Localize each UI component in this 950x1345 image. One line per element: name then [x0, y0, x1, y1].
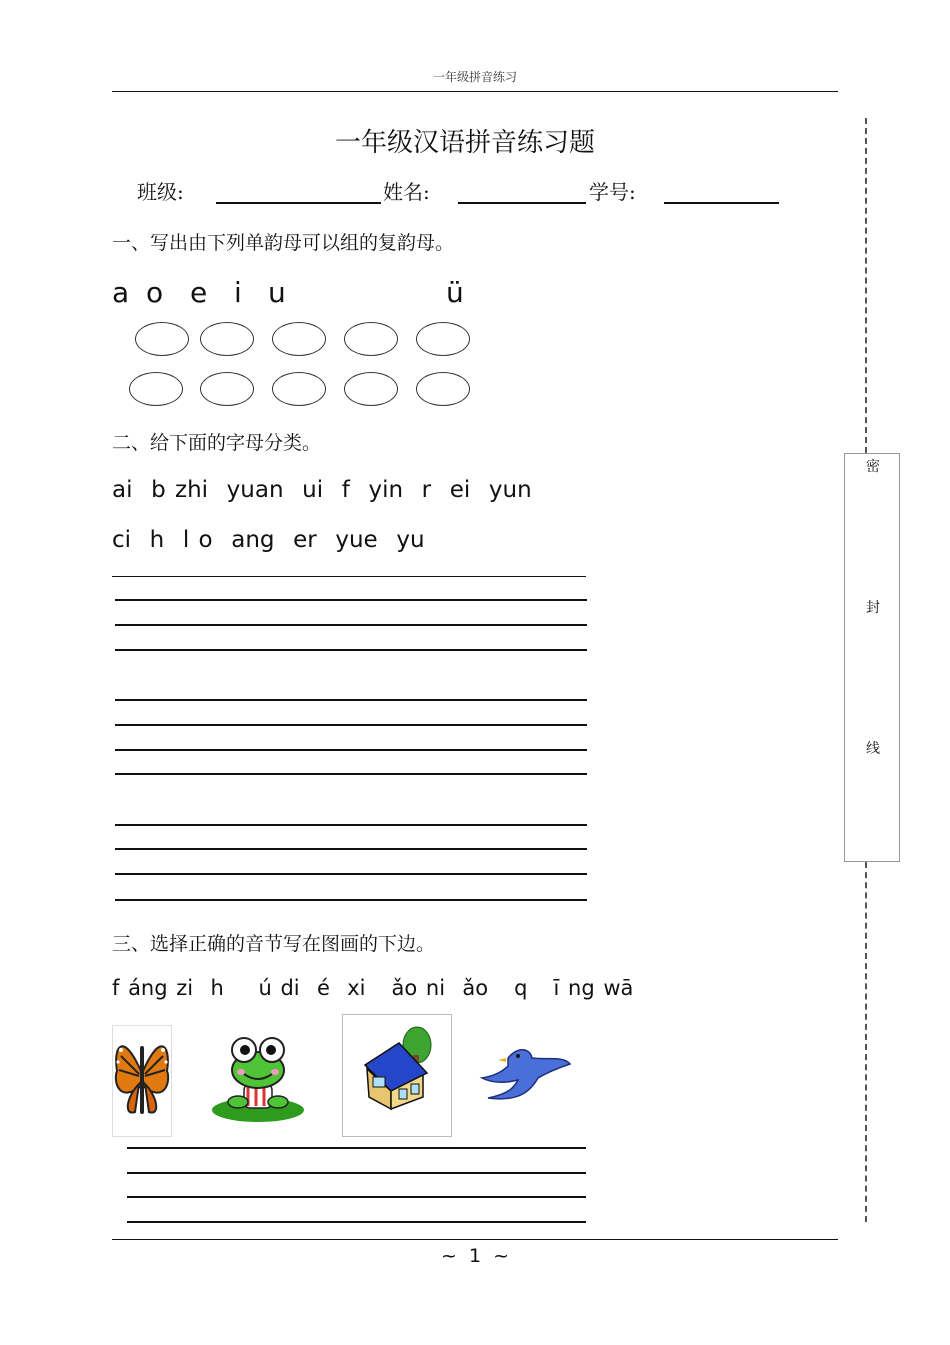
student-number-label: 学号:	[589, 180, 636, 204]
answer-oval[interactable]	[135, 322, 189, 356]
writing-line[interactable]	[115, 649, 587, 651]
vowel-u: u	[268, 276, 286, 309]
seal-dashed-line	[865, 118, 867, 453]
bird-picture	[478, 1042, 574, 1108]
footer-rule	[112, 1239, 838, 1240]
butterfly-picture	[112, 1025, 172, 1137]
answer-oval[interactable]	[344, 372, 398, 406]
answer-oval[interactable]	[416, 372, 470, 406]
page-header-text: 一年级拼音练习	[432, 70, 517, 84]
answer-oval[interactable]	[344, 322, 398, 356]
writing-line[interactable]	[115, 848, 587, 850]
class-label: 班级:	[137, 180, 184, 204]
vowel-e: e	[190, 276, 208, 309]
seal-char-mi: 密	[866, 459, 880, 475]
answer-line[interactable]	[127, 1147, 586, 1149]
vowel-i: i	[234, 276, 242, 309]
house-picture	[342, 1014, 452, 1137]
butterfly-icon	[113, 1026, 171, 1136]
vowel-a: a	[112, 276, 130, 309]
seal-dashed-line	[865, 862, 867, 1222]
class-field[interactable]	[216, 202, 381, 204]
writing-line[interactable]	[115, 749, 587, 751]
bird-icon	[478, 1042, 574, 1108]
vowel-u-umlaut: ü	[446, 276, 464, 309]
worksheet-title: 一年级汉语拼音练习题	[334, 128, 595, 158]
answer-line[interactable]	[127, 1172, 586, 1174]
answer-oval[interactable]	[200, 322, 254, 356]
answer-line[interactable]	[127, 1221, 586, 1223]
seal-char-xian: 线	[866, 741, 880, 757]
writing-line[interactable]	[115, 873, 587, 875]
answer-oval[interactable]	[416, 322, 470, 356]
writing-line[interactable]	[115, 724, 587, 726]
writing-line[interactable]	[115, 599, 587, 601]
answer-oval[interactable]	[200, 372, 254, 406]
writing-line[interactable]	[115, 824, 587, 826]
vowel-o: o	[146, 276, 164, 309]
seal-box	[844, 453, 900, 862]
frog-picture	[208, 1028, 308, 1124]
answer-oval[interactable]	[129, 372, 183, 406]
answer-line[interactable]	[127, 1196, 586, 1198]
letters-line-2: ci h l o ang er yue yu	[112, 527, 425, 553]
section3-heading: 三、选择正确的音节写在图画的下边。	[112, 933, 436, 955]
section1-heading: 一、写出由下列单韵母可以组的复韵母。	[112, 232, 455, 254]
answer-oval[interactable]	[272, 372, 326, 406]
name-label: 姓名:	[383, 180, 430, 204]
name-field[interactable]	[458, 202, 586, 204]
seal-char-feng: 封	[866, 600, 880, 616]
writing-line[interactable]	[115, 899, 587, 901]
answer-oval[interactable]	[272, 322, 326, 356]
writing-line[interactable]	[115, 624, 587, 626]
house-icon	[343, 1015, 451, 1136]
page-number: ~ 1 ~	[440, 1245, 510, 1267]
frog-icon	[208, 1028, 308, 1124]
syllables-line: f áng zi h ú di é xi ǎo ni ǎo q ī ng wā	[112, 976, 634, 1000]
writing-line[interactable]	[112, 576, 586, 577]
writing-line[interactable]	[115, 699, 587, 701]
header-rule	[112, 91, 838, 92]
student-number-field[interactable]	[664, 202, 779, 204]
section2-heading: 二、给下面的字母分类。	[112, 432, 322, 454]
writing-line[interactable]	[115, 773, 587, 775]
letters-line-1: ai b zhi yuan ui f yin r ei yun	[112, 477, 532, 503]
